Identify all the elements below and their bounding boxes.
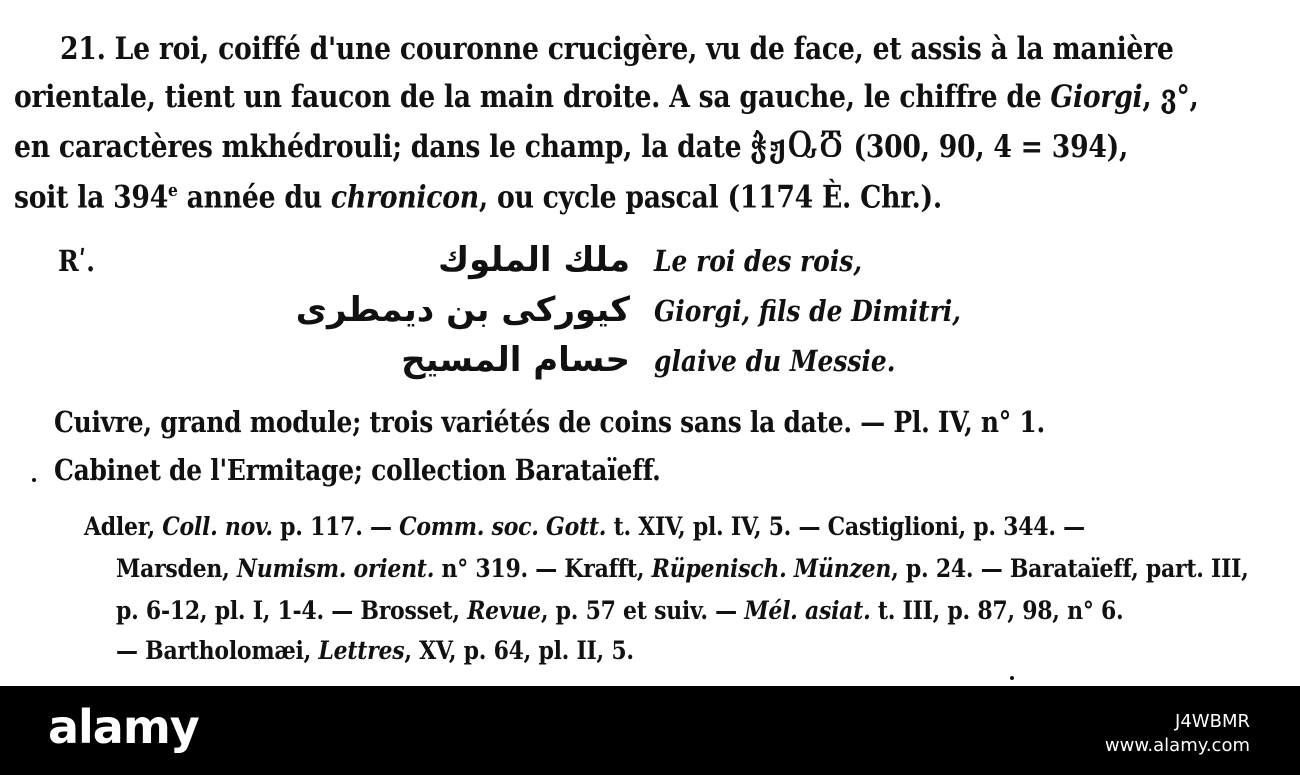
ref-italic: Coll. nov. <box>162 512 273 541</box>
entry-line-1 <box>60 31 1174 67</box>
giorgi-italic: Giorgi <box>1050 79 1143 115</box>
entry-line-2-text: orientale, tient un faucon de la main droite. A sa gauche, le chiffre de <box>14 79 1051 115</box>
reverse-mark: Rʹ. <box>58 244 95 278</box>
alamy-logo: alamy <box>48 700 199 754</box>
ref-text: — Bartholomæi, <box>116 636 319 665</box>
ref-text: n° 319. — Krafft, <box>434 554 652 583</box>
speck-mark <box>32 478 36 482</box>
entry-line-4 <box>14 179 942 216</box>
translation-line-3: glaive du Messie. <box>654 344 896 378</box>
entry-line-4-mid: année du <box>177 179 331 216</box>
ref-text: p. 6-12, pl. I, 1-4. — Brosset, <box>116 596 468 625</box>
ref-italic: Numism. orient. <box>236 554 435 583</box>
entry-line-3 <box>14 129 1129 165</box>
material-note: Cuivre, grand module; trois variétés de coins sans la date. — Pl. IV, n° 1. <box>54 405 1045 439</box>
chronicon-italic: chronicon <box>330 179 479 216</box>
site-url: www.alamy.com <box>1104 735 1250 756</box>
watermark-bar <box>0 686 1300 775</box>
entry-line-2-end: , ვ°, <box>1142 79 1199 115</box>
cabinet-note: Cabinet de l'Ermitage; collection Barataïeff. <box>54 453 661 487</box>
translation-line-2: Giorgi, fils de Dimitri, <box>654 294 961 328</box>
ref-line-2 <box>116 556 1249 581</box>
ref-text: , p. 24. — Barataïeff, part. III, <box>891 554 1249 583</box>
ref-italic: Mél. asiat. <box>744 596 871 625</box>
entry-line-2 <box>14 79 1199 115</box>
entry-line-3-text: en caractères mkhédrouli; dans le champ, la date <box>14 129 751 165</box>
georgian-date: ჭჟႭႣ <box>750 129 845 165</box>
ref-italic: Revue <box>467 596 541 625</box>
speck-mark <box>1010 676 1014 680</box>
entry-line-4-text: soit la 394 <box>14 179 169 216</box>
ref-italic: Lettres <box>318 636 405 665</box>
translation-line-1: Le roi des rois, <box>654 244 863 278</box>
ref-text: , p. 57 et suiv. — <box>540 596 745 625</box>
ref-text: , XV, p. 64, pl. II, 5. <box>404 636 634 665</box>
ordinal-sup: e <box>168 180 178 201</box>
entry-line-4-end: , ou cycle pascal (1174 È. Chr.). <box>478 179 942 216</box>
arabic-line-3: حسام المسيح <box>401 340 630 380</box>
ref-text: Adler, <box>84 512 163 541</box>
ref-italic: Comm. soc. Gott. <box>399 512 607 541</box>
ref-text: t. XIV, pl. IV, 5. — Castiglioni, p. 344. — <box>606 512 1085 541</box>
ref-line-3 <box>116 598 1123 623</box>
ref-text: t. III, p. 87, 98, n° 6. <box>870 596 1124 625</box>
ref-line-1 <box>84 514 1085 539</box>
ref-line-4 <box>116 638 634 663</box>
ref-italic: Rüpenisch. Münzen <box>651 554 892 583</box>
entry-line-1-text: 21. Le roi, coiffé d'une couronne crucigère, vu de face, et assis à la manière <box>60 31 1174 67</box>
ref-text: Marsden, <box>116 554 237 583</box>
arabic-line-1: ملك الملوك <box>438 240 630 280</box>
arabic-line-2: كيورکی بن ديمطری <box>295 290 630 330</box>
entry-line-3-end: (300, 90, 4 = 394), <box>844 129 1129 165</box>
image-id: J4WBMR <box>1175 711 1250 732</box>
ref-text: p. 117. — <box>272 512 400 541</box>
